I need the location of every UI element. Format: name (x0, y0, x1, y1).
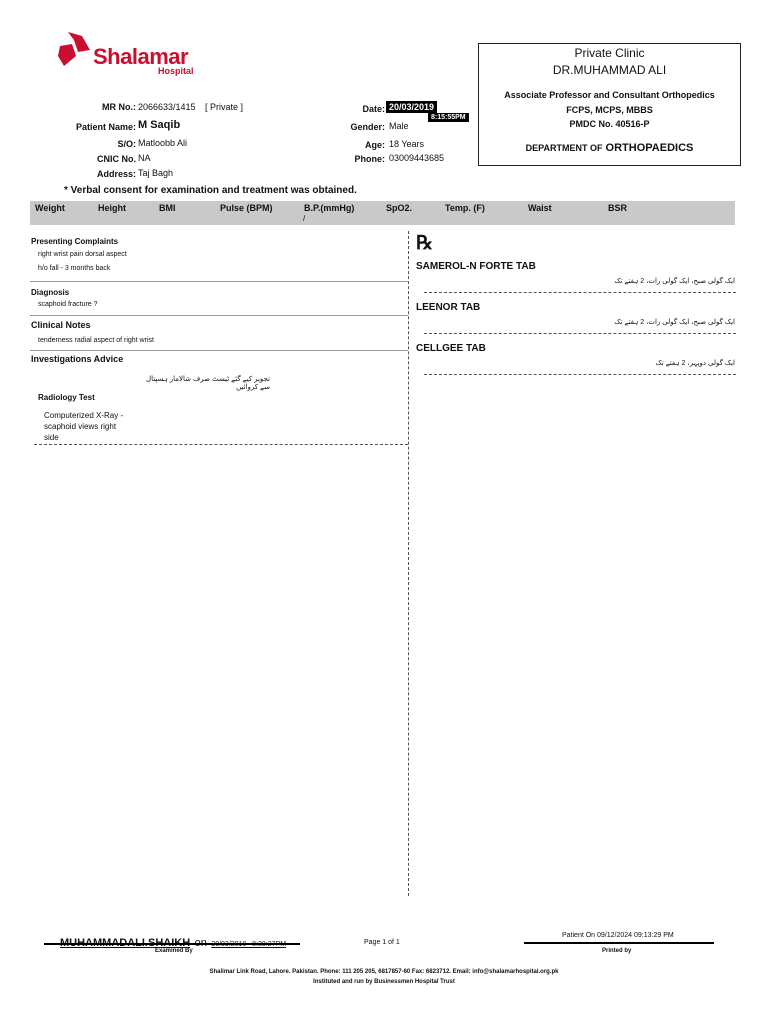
patient-name-label: Patient Name: (75, 122, 136, 132)
doctor-title: Associate Professor and Consultant Orthopedics (504, 90, 715, 100)
doctor-qualifications: FCPS, MCPS, MBBS (566, 105, 653, 115)
age-label: Age: (365, 140, 385, 150)
medicine-divider (424, 374, 736, 375)
list-item: right wrist pain dorsal aspect (38, 251, 127, 258)
medicine-dose: ایک گولی دوپہر، 2 ہفتے تک (655, 360, 735, 367)
presenting-complaints-title: Presenting Complaints (31, 237, 119, 246)
exam-datetime: 20/03/2019 8:38:27PM (211, 941, 287, 948)
medicine-name: SAMEROL-N FORTE TAB (416, 261, 536, 272)
examined-by-label: Examined By (155, 948, 193, 954)
section-divider (30, 315, 408, 316)
list-item: tenderness radial aspect of right wrist (38, 337, 154, 344)
mr-value: 2066633/1415 (138, 102, 196, 112)
examiner-signature-line (44, 943, 300, 945)
so-value: Matloobb Ali (138, 138, 188, 148)
phone-label: Phone: (354, 154, 385, 164)
date-value: 20/03/2019 (386, 101, 437, 113)
hospital-trust: Instituted and run by Businessmen Hospital Trust (313, 979, 455, 985)
investigations-title: Investigations Advice (31, 354, 124, 364)
list-item: scaphoid fracture ? (38, 301, 98, 308)
cnic-label: CNIC No. (97, 154, 136, 164)
printed-on: Patient On 09/12/2024 09:13:29 PM (562, 932, 674, 939)
vitals-header: B.P.(mmHg) (304, 203, 355, 213)
clinical-notes-title: Clinical Notes (31, 320, 91, 330)
medicine-name: LEENOR TAB (416, 302, 481, 313)
consent-note: * Verbal consent for examination and treatment was obtained. (64, 185, 357, 196)
radiology-test-title: Radiology Test (38, 393, 95, 402)
printed-by-line (524, 942, 714, 944)
medicine-divider (424, 292, 736, 293)
medicine-dose: ایک گولی صبح، ایک گولی رات، 2 ہفتے تک (614, 319, 735, 326)
patient-name-value: M Saqib (138, 119, 181, 131)
medicine-name: CELLGEE TAB (416, 343, 486, 354)
logo-subtitle: Hospital (158, 66, 194, 76)
investigations-urdu-note: تجویز کیے گئے ٹیسٹ صرف شالامار ہسپتال سے کروائیں (146, 376, 270, 391)
vitals-header: Weight (35, 203, 65, 213)
radiology-line: side (44, 433, 59, 442)
column-divider (408, 231, 409, 896)
department-prefix: DEPARTMENT OF (525, 143, 603, 153)
so-label: S/O: (117, 139, 136, 149)
department-name: ORTHOPAEDICS (605, 142, 694, 154)
time-value: 8:15:55PM (428, 113, 469, 122)
mr-label: MR No.: (102, 102, 136, 112)
printed-by-label: Printed by (602, 948, 632, 954)
section-divider (30, 281, 408, 282)
diagnosis-title: Diagnosis (31, 288, 70, 297)
radiology-line: scaphoid views right (44, 422, 117, 431)
vitals-header: BSR (608, 203, 628, 213)
gender-label: Gender: (350, 122, 385, 132)
vitals-bar (30, 201, 735, 225)
radiology-line: Computerized X-Ray - (44, 411, 124, 420)
vitals-header: Height (98, 203, 126, 213)
doctor-pmdc: PMDC No. 40516-P (569, 119, 650, 129)
gender-value: Male (389, 121, 409, 131)
address-value: Taj Bagh (138, 168, 174, 178)
cnic-value: NA (138, 153, 151, 163)
clinic-type: Private Clinic (574, 46, 645, 60)
section-divider (30, 350, 408, 351)
department (479, 142, 740, 154)
mr-type: [ Private ] (205, 102, 244, 112)
page-number: Page 1 of 1 (364, 939, 400, 946)
vitals-header: BMI (159, 203, 176, 213)
medicine-dose: ایک گولی صبح، ایک گولی رات، 2 ہفتے تک (614, 278, 735, 285)
medicine-divider (424, 333, 736, 334)
date-label: Date: (362, 104, 385, 114)
list-item: h/o fall - 3 months back (38, 265, 111, 272)
doctor-info-box (478, 43, 741, 166)
vitals-header: SpO2. (386, 203, 413, 213)
vitals-header: Waist (528, 203, 552, 213)
address-label: Address: (96, 169, 136, 179)
phone-value: 03009443685 (389, 153, 445, 163)
rx-icon: ℞ (416, 232, 434, 254)
hospital-address: Shalimar Link Road, Lahore. Pakistan. Phone: 111 205 205, 6817857-60 Fax: 6823712. Email: info@shalamarhospital.org.pk (209, 969, 559, 975)
doctor-name: DR.MUHAMMAD ALI (552, 63, 667, 77)
examiner-on: on (194, 937, 207, 949)
bp-value: / (303, 214, 306, 223)
examiner-name: MUHAMMADALI.SHAIKH (60, 937, 191, 949)
vitals-header: Temp. (F) (445, 203, 485, 213)
section-divider (34, 444, 408, 445)
logo-name: Shalamar (93, 44, 189, 69)
shalamar-logo-icon (54, 30, 94, 70)
vitals-header: Pulse (BPM) (220, 203, 273, 213)
age-value: 18 Years (389, 139, 425, 149)
